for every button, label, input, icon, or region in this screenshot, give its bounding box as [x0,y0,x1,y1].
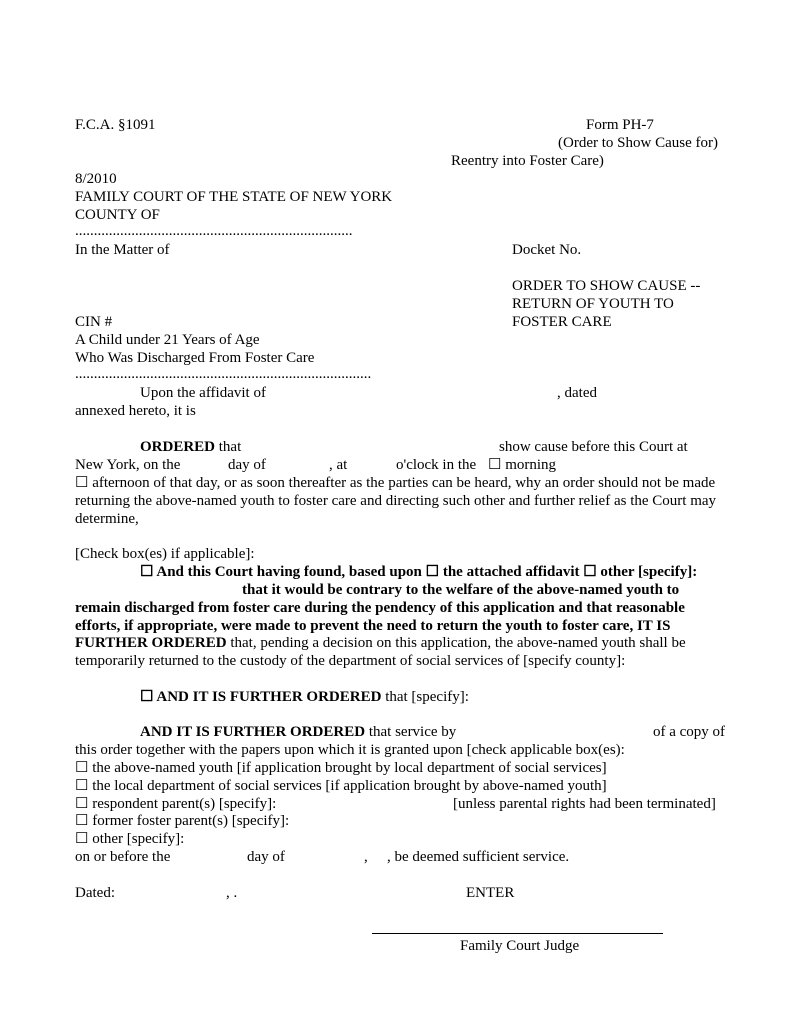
new-york-on-text: New York, on the [75,457,181,473]
court-finding-line5 [75,634,686,652]
service-ordered-keyword: AND IT IS FURTHER ORDERED [140,724,366,740]
further-ordered-specify [140,688,469,706]
ordered-that: that [215,439,242,455]
service-day-of-text: day of [247,849,285,865]
dated-label: Dated: [75,885,115,901]
form-description-line2: Reentry into Foster Care) [451,153,604,169]
caption-dotted-line-bottom: ............................................................................... [75,366,372,382]
show-cause-text: show cause before this Court at [499,439,688,455]
on-or-before-text: on or before the [75,849,171,865]
day-of-text: day of [228,457,266,473]
service-option-youth[interactable]: ☐ the above-named youth [if application brought by local department of social services] [75,760,607,776]
further-ordered-checkbox[interactable]: ☐ AND IT IS FURTHER ORDERED [140,689,382,705]
cin-label: CIN # [75,314,113,330]
check-boxes-label: [Check box(es) if applicable]: [75,546,255,562]
form-number: Form PH-7 [586,117,654,133]
copy-of-text: of a copy of [653,724,726,740]
court-finding-line1: ☐ And this Court having found, based upon ☐ the attached affidavit ☐ other [specify]: [140,564,698,580]
court-name: FAMILY COURT OF THE STATE OF NEW YORK [75,189,393,205]
service-option-respondent-parent[interactable]: ☐ respondent parent(s) [specify]: [75,796,277,812]
further-ordered-rest: that, pending a decision on this application, the above-named youth shall be [226,635,686,651]
form-revision-date: 8/2010 [75,171,117,187]
judge-title: Family Court Judge [460,938,580,954]
order-title-line1: ORDER TO SHOW CAUSE -- [512,278,701,294]
matter-of-label: In the Matter of [75,242,170,258]
deemed-sufficient-text: , be deemed sufficient service. [387,849,570,865]
court-finding-line3: remain discharged from foster care during the pendency of this application and that reasonable [75,600,685,616]
annexed-text: annexed hereto, it is [75,403,196,419]
ordered-line4: returning the above-named youth to foster care and directing such other and further relief as the Court may [75,493,717,509]
child-description-line2: Who Was Discharged From Foster Care [75,350,315,366]
service-by-text: that service by [365,724,457,740]
oclock-text: o'clock in the [396,457,477,473]
ordered-keyword: ORDERED [140,439,216,455]
afternoon-line: ☐ afternoon of that day, or as soon thereafter as the parties can be heard, why an order should not be made [75,475,716,491]
order-title-line2: RETURN OF YOUTH TO [512,296,674,312]
judge-signature-line [372,933,663,934]
morning-checkbox[interactable]: ☐ morning [488,457,557,473]
form-description-line1: (Order to Show Cause for) [558,135,718,151]
child-description-line1: A Child under 21 Years of Age [75,332,260,348]
enter-label: ENTER [466,885,515,901]
service-option-other[interactable]: ☐ other [specify]: [75,831,185,847]
further-ordered-specify-text: that [specify]: [381,689,469,705]
at-text: , at [329,457,348,473]
docket-number-label: Docket No. [512,242,582,258]
parental-rights-note: [unless parental rights had been terminated] [453,796,716,812]
court-finding-line4: efforts, if appropriate, were made to prevent the need to return the youth to foster care, IT IS [75,618,671,634]
statute-reference: F.C.A. §1091 [75,117,156,133]
dated-punctuation: , . [226,885,238,901]
service-clause-start [140,723,456,741]
ordered-line5: determine, [75,511,139,527]
order-title-line3: FOSTER CARE [512,314,612,330]
court-finding-line6: temporarily returned to the custody of the department of social services of [specify county]: [75,653,626,669]
county-label: COUNTY OF [75,207,160,223]
court-finding-line2: that it would be contrary to the welfare of the above-named youth to [242,582,680,598]
service-option-foster-parent[interactable]: ☐ former foster parent(s) [specify]: [75,813,290,829]
service-comma: , [364,849,368,865]
service-option-dss[interactable]: ☐ the local department of social services [if application brought by above-named youth] [75,778,607,794]
further-ordered-keyword: FURTHER ORDERED [75,635,227,651]
ordered-clause-start [140,438,241,456]
affidavit-dated-label: , dated [557,385,597,401]
affidavit-of-label: Upon the affidavit of [140,385,266,401]
service-line2: this order together with the papers upon which it is granted upon [check applicable box(es): [75,742,625,758]
caption-dotted-line-top: .......................................................................... [75,223,353,239]
